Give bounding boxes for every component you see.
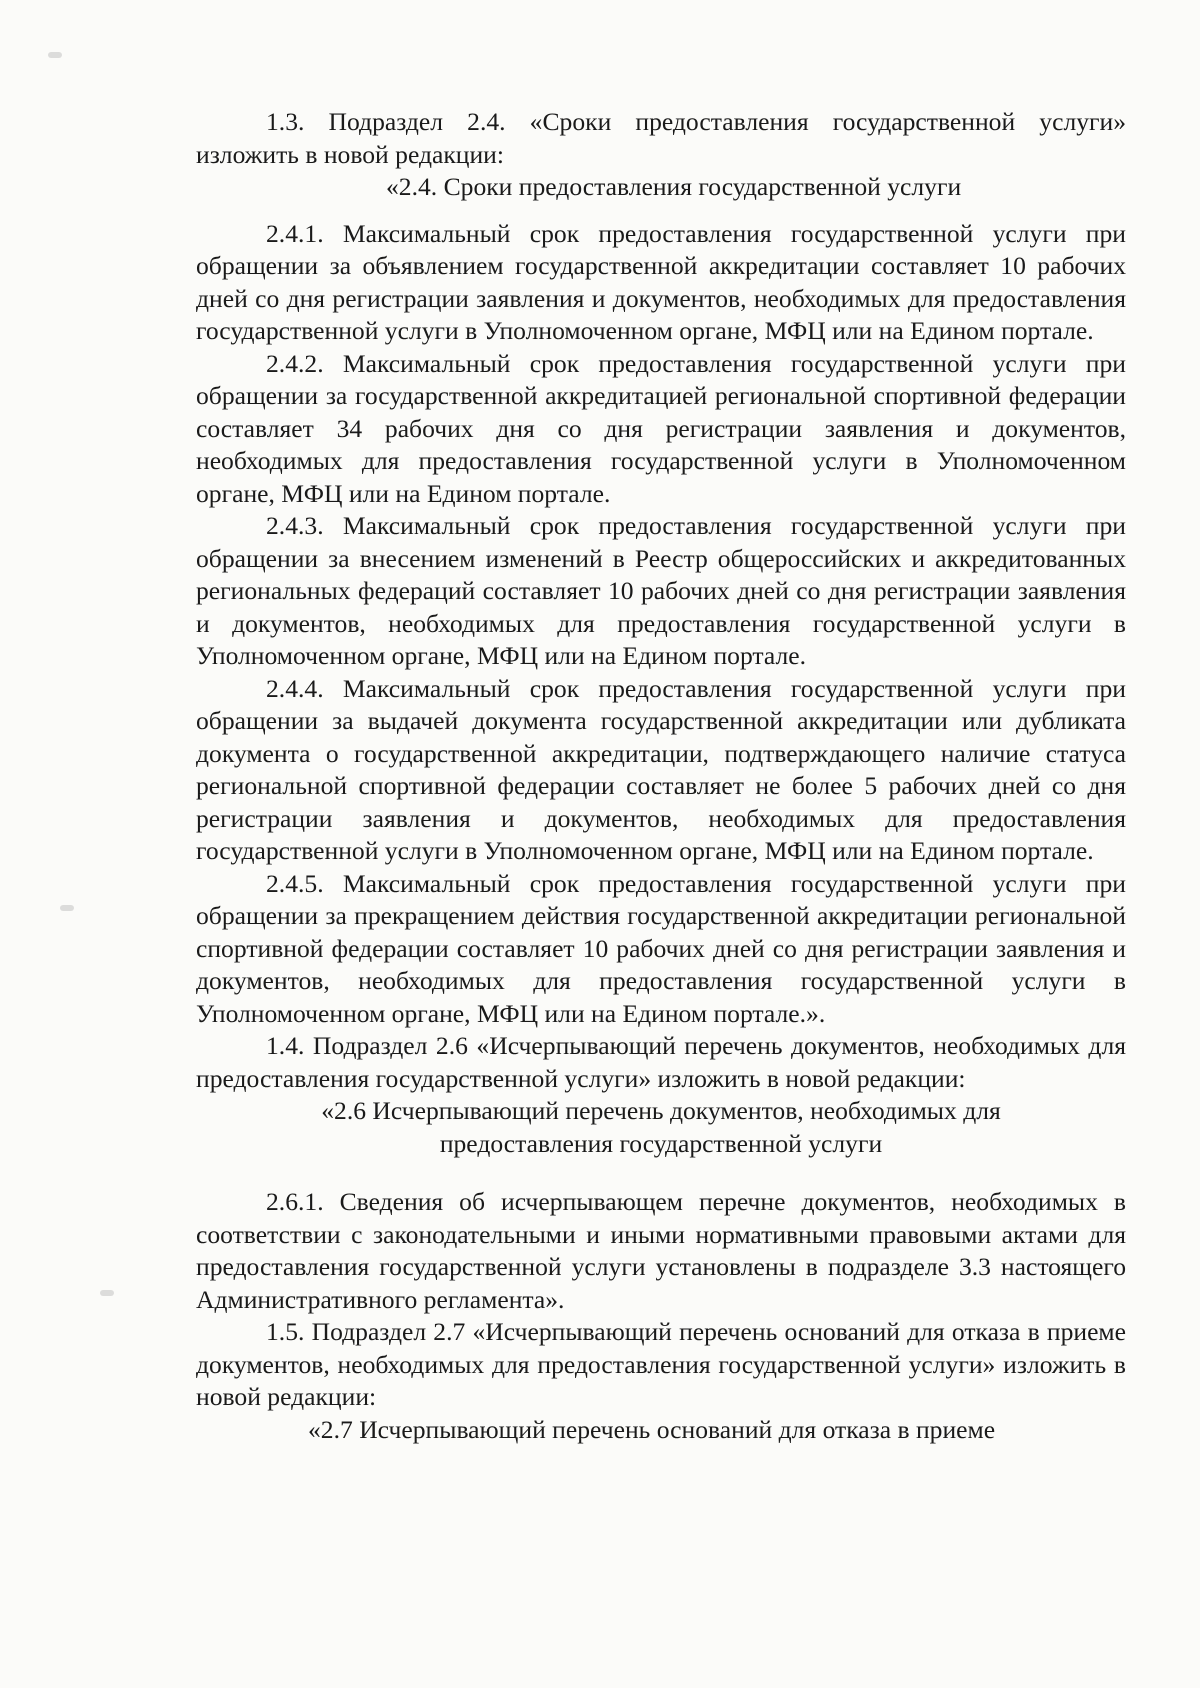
paragraph-1-3: 1.3. Подраздел 2.4. «Сроки предоставления государственной услуги» изложить в новой редакции: xyxy=(196,107,1126,169)
paragraph-1-4: 1.4. Подраздел 2.6 «Исчерпывающий перечень документов, необходимых для предоставления государственной услуги» изложить в новой редакции: xyxy=(196,1031,1126,1093)
paragraph-2-4-3: 2.4.3. Максимальный срок предоставления государственной услуги при обращении за внесением изменений в Реестр общероссийских и аккредитованных региональных федераций составляет 10 рабочих дней со дня регистрации заявления и документов, необходимых для предоставления государственной услуги в Уполномоченном органе, МФЦ или на Едином портале. xyxy=(196,511,1126,670)
scan-speck xyxy=(48,52,62,58)
heading-2-7: «2.7 Исчерпывающий перечень оснований для отказа в приеме xyxy=(308,1414,996,1444)
scan-speck xyxy=(60,905,74,911)
paragraph-2-4-2: 2.4.2. Максимальный срок предоставления государственной услуги при обращении за государственной аккредитацией региональной спортивной федерации составляет 34 рабочих дня со дня регистрации заявления и документов, необходимых для предоставления государственной услуги в Уполномоченном органе, МФЦ или на Едином портале. xyxy=(196,348,1126,508)
heading-2-4: «2.4. Сроки предоставления государственной услуги xyxy=(386,172,962,201)
paragraph-2-4-4: 2.4.4. Максимальный срок предоставления государственной услуги при обращении за выдачей документа государственной аккредитации или дубликата документа о государственной аккредитации, подтверждающего наличие статуса региональной спортивной федерации составляет не более 5 рабочих дней со дня регистрации заявления и документов, необходимых для предоставления государственной услуги в Уполномоченном органе, МФЦ или на Едином портале. xyxy=(196,673,1126,865)
heading-2-6-line1: «2.6 Исчерпывающий перечень документов, необходимых для xyxy=(321,1096,1001,1125)
heading-2-6-line2: предоставления государственной услуги xyxy=(439,1128,883,1158)
paragraph-1-5: 1.5. Подраздел 2.7 «Исчерпывающий перечень оснований для отказа в приеме документов, необходимых для предоставления государственной услуги» изложить в новой редакции: xyxy=(196,1317,1126,1411)
paragraph-2-4-5: 2.4.5. Максимальный срок предоставления государственной услуги при обращении за прекращением действия государственной аккредитации региональной спортивной федерации составляет 10 рабочих дней со дня регистрации заявления и документов, необходимых для предоставления государственной услуги в Уполномоченном органе, МФЦ или на Едином портале.». xyxy=(196,868,1126,1028)
scan-speck xyxy=(100,1290,114,1296)
paragraph-2-4-1: 2.4.1. Максимальный срок предоставления государственной услуги при обращении за объявлением государственной аккредитации составляет 10 рабочих дней со дня регистрации заявления и документов, необходимых для предоставления государственной услуги в Уполномоченном органе, МФЦ или на Едином портале. xyxy=(196,218,1126,345)
paragraph-2-6-1: 2.6.1. Сведения об исчерпывающем перечне документов, необходимых в соответствии с законодательными и иными нормативными правовыми актами для предоставления государственной услуги установлены в подразделе 3.3 настоящего Административного регламента». xyxy=(196,1187,1126,1314)
document-page xyxy=(196,106,1126,1446)
